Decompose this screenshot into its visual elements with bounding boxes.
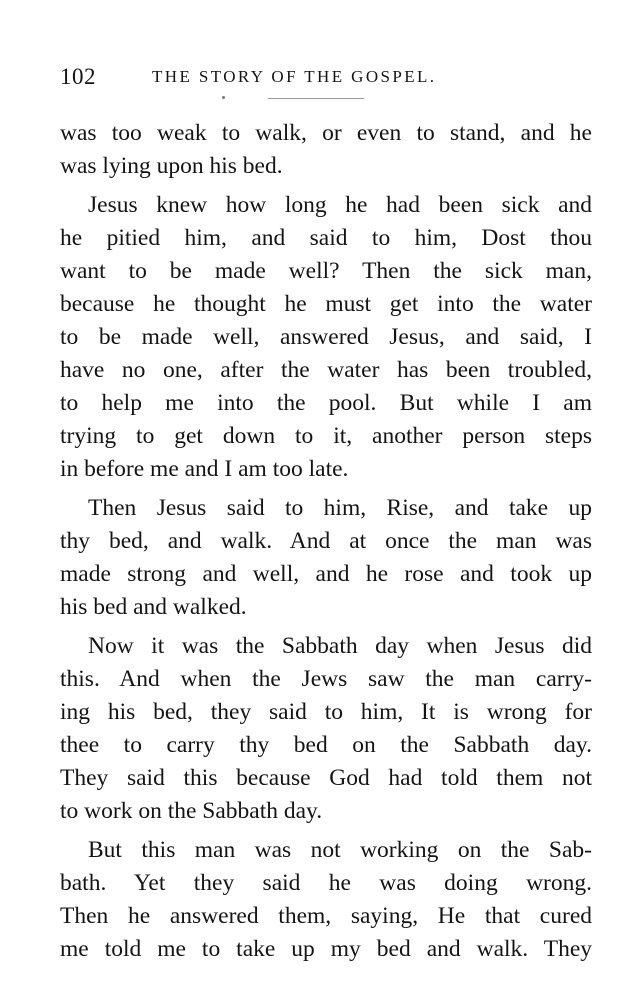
text-line: have no one, after the water has been troubled, bbox=[60, 357, 592, 383]
paragraph bbox=[60, 492, 592, 624]
header-rule-dot bbox=[222, 96, 225, 99]
paragraph bbox=[60, 117, 592, 183]
text-line: he pitied him, and said to him, Dost thou bbox=[60, 225, 592, 251]
text-line: his bed and walked. bbox=[60, 594, 247, 620]
paragraph bbox=[60, 834, 592, 966]
paragraph bbox=[60, 630, 592, 828]
text-line: Then he answered them, saying, He that cured bbox=[60, 903, 592, 929]
running-title: THE STORY OF THE GOSPEL. bbox=[152, 67, 437, 86]
text-line: thy bed, and walk. And at once the man was bbox=[60, 528, 592, 554]
header-rule bbox=[268, 98, 364, 99]
text-line: But this man was not working on the Sab- bbox=[88, 837, 592, 863]
text-line: ing his bed, they said to him, It is wrong for bbox=[60, 699, 592, 725]
text-line: Now it was the Sabbath day when Jesus did bbox=[88, 633, 592, 659]
text-line: to work on the Sabbath day. bbox=[60, 798, 323, 824]
text-line: because he thought he must get into the water bbox=[60, 291, 592, 317]
text-line: trying to get down to it, another person steps bbox=[60, 423, 592, 449]
text-line: in before me and I am too late. bbox=[60, 456, 349, 482]
text-line: want to be made well? Then the sick man, bbox=[60, 258, 592, 284]
text-line: to help me into the pool. But while I am bbox=[60, 390, 592, 416]
text-line: thee to carry thy bed on the Sabbath day. bbox=[60, 732, 592, 758]
paragraph bbox=[60, 189, 592, 486]
page-header bbox=[60, 64, 590, 94]
text-line: this. And when the Jews saw the man carry- bbox=[60, 666, 592, 692]
text-line: Then Jesus said to him, Rise, and take up bbox=[88, 495, 592, 521]
text-line: They said this because God had told them not bbox=[60, 765, 592, 791]
text-line: to be made well, answered Jesus, and said, I bbox=[60, 324, 592, 350]
page-number: 102 bbox=[60, 64, 96, 89]
text-line: me told me to take up my bed and walk. They bbox=[60, 936, 592, 962]
text-line: made strong and well, and he rose and took up bbox=[60, 561, 592, 587]
text-line: bath. Yet they said he was doing wrong. bbox=[60, 870, 592, 896]
text-line: was lying upon his bed. bbox=[60, 153, 283, 179]
text-line: Jesus knew how long he had been sick and bbox=[88, 192, 592, 218]
body-text bbox=[60, 117, 592, 966]
text-line: was too weak to walk, or even to stand, and he bbox=[60, 120, 592, 146]
